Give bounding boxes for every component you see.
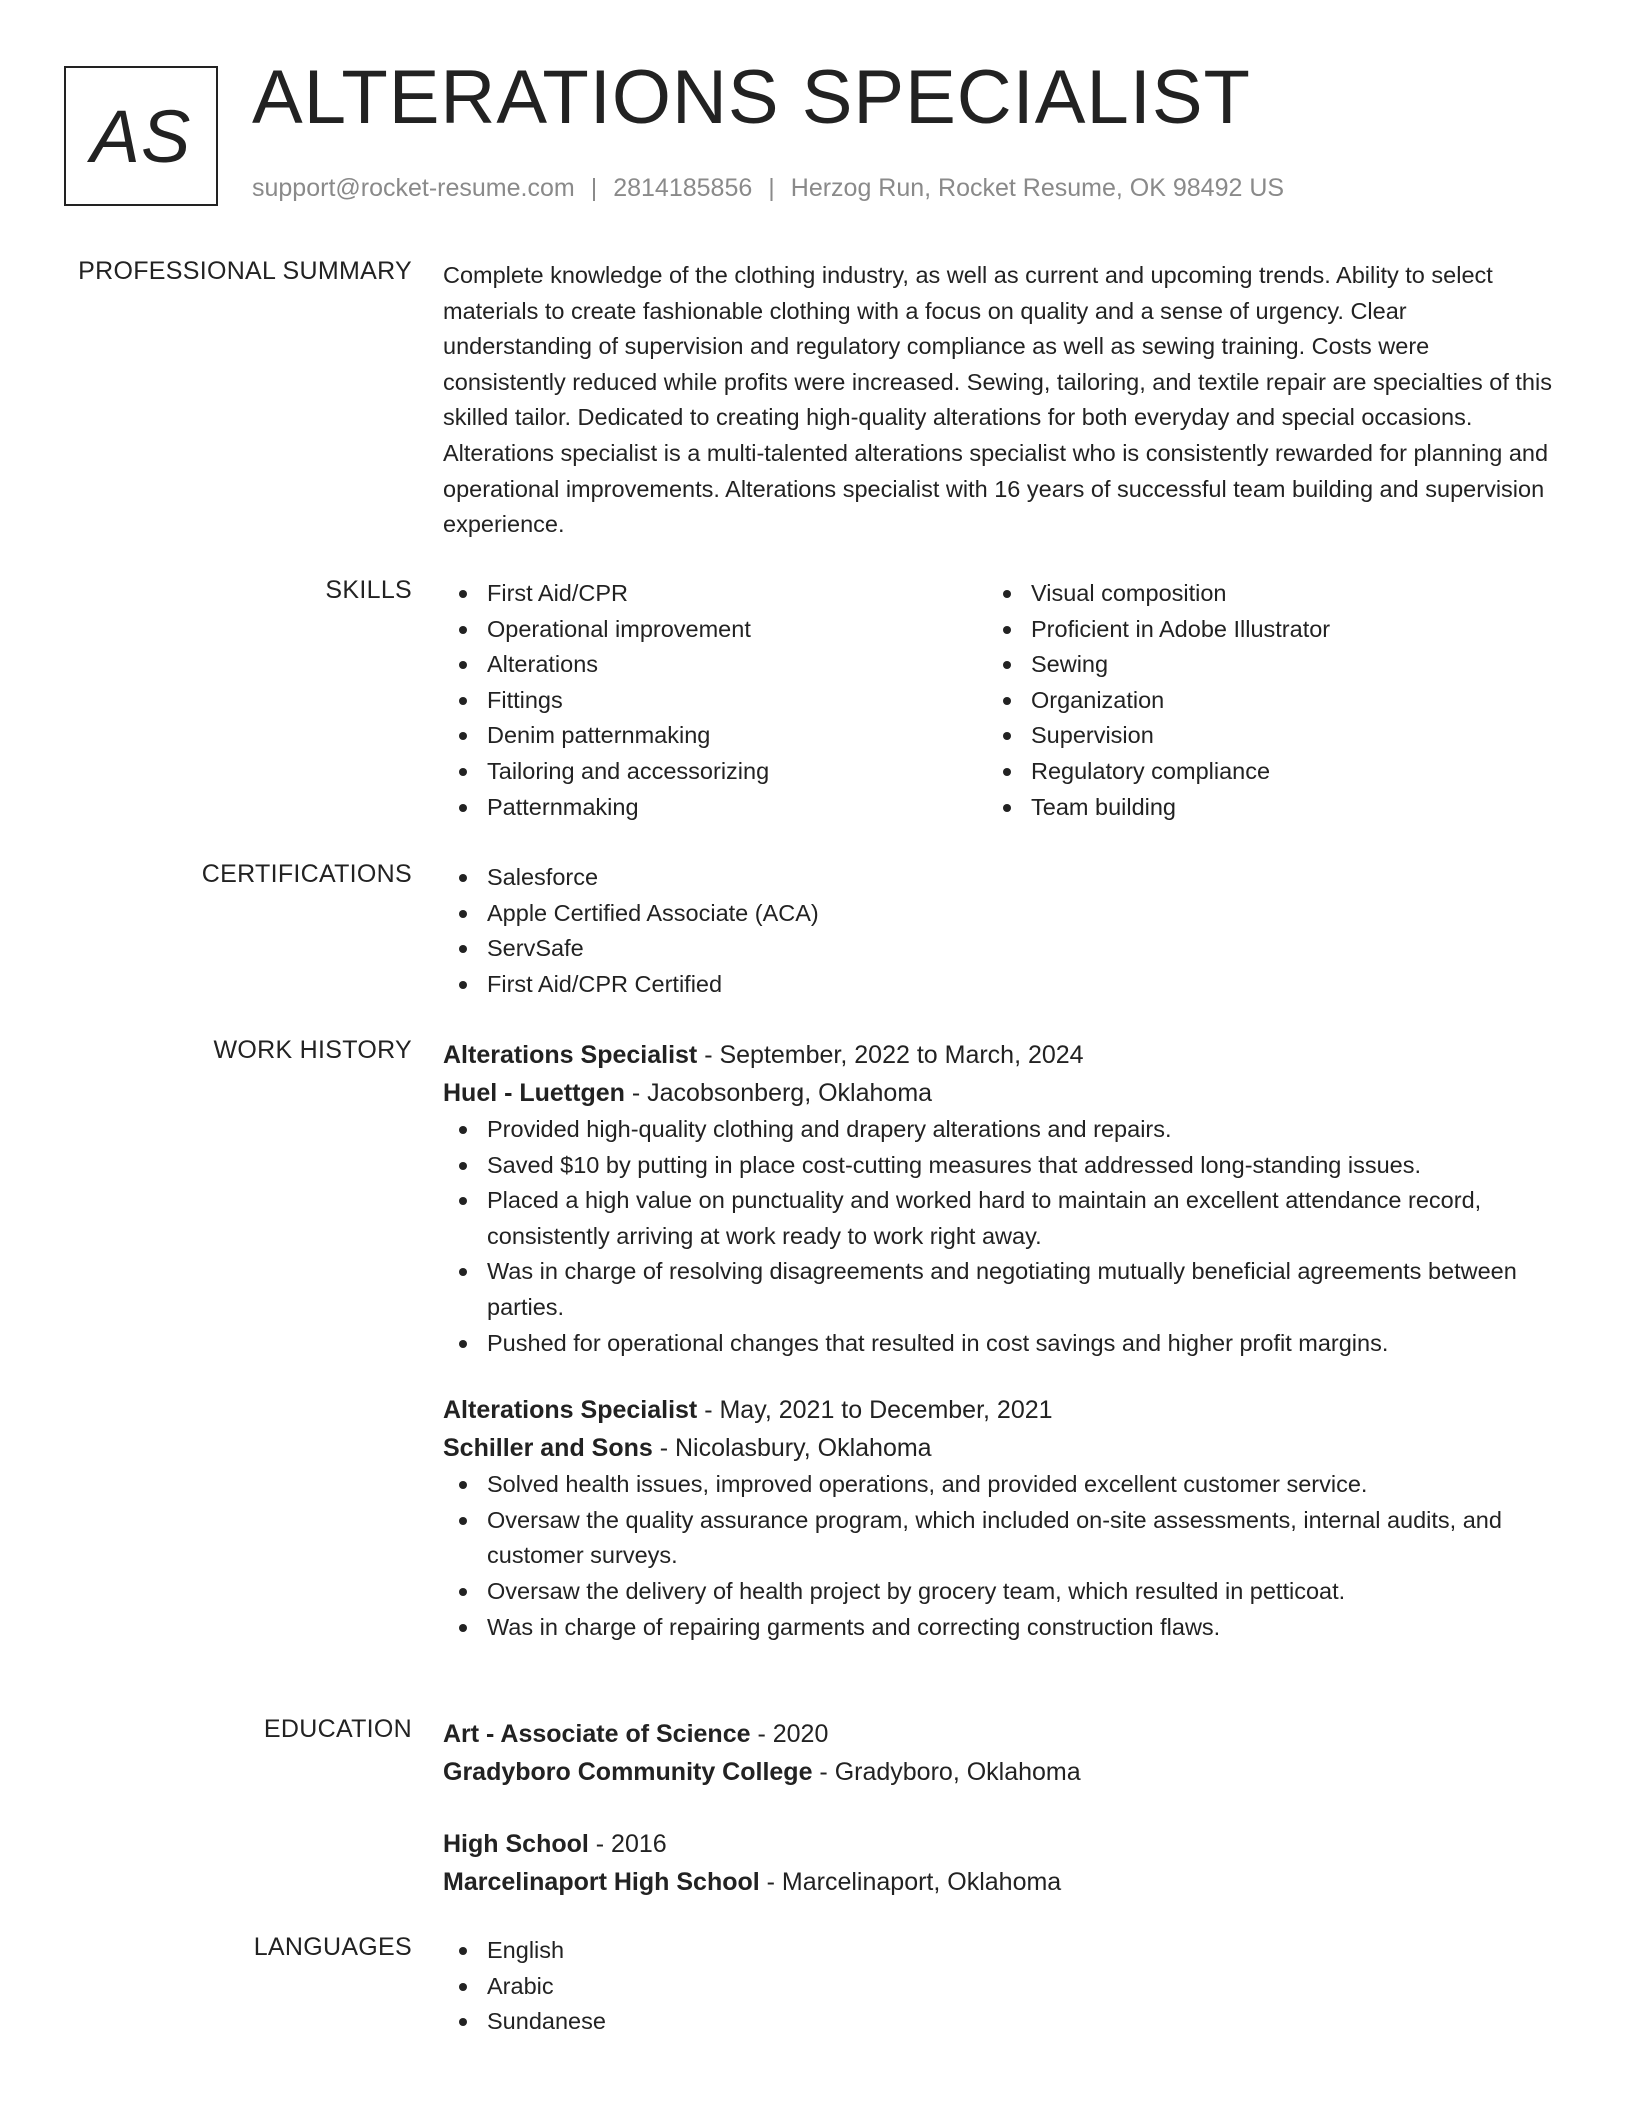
job-entry (443, 1391, 1553, 1645)
job-company-line (443, 1429, 1553, 1467)
job-bullet: Oversaw the delivery of health project by grocery team, which resulted in petticoat. (443, 1574, 1553, 1610)
skill-item: Supervision (987, 718, 1531, 754)
skill-item: Proficient in Adobe Illustrator (987, 612, 1531, 648)
skill-item: Organization (987, 683, 1531, 719)
job-bullet: Was in charge of repairing garments and correcting construction flaws. (443, 1610, 1553, 1646)
job-bullet: Placed a high value on punctuality and worked hard to maintain an excellent attendance record, consistently arriving at work ready to work right away. (443, 1183, 1553, 1254)
job-bullet: Oversaw the quality assurance program, which included on-site assessments, internal audits, and customer surveys. (443, 1503, 1553, 1574)
job-dates: - May, 2021 to December, 2021 (697, 1396, 1053, 1425)
job-title: Alterations Specialist (443, 1396, 698, 1425)
page-title: ALTERATIONS SPECIALIST (252, 55, 1251, 140)
job-bullet: Solved health issues, improved operations, and provided excellent customer service. (443, 1467, 1553, 1503)
education-degree: Art - Associate of Science (443, 1720, 751, 1748)
languages-list (443, 1933, 1553, 2040)
section-heading-education: EDUCATION (263, 1715, 412, 1743)
summary-body (443, 258, 1553, 543)
contact-separator: | (590, 174, 598, 202)
certification-item: ServSafe (443, 931, 1553, 967)
skill-item: Alterations (443, 647, 987, 683)
skill-item: Fittings (443, 683, 987, 719)
education-school: Marcelinaport High School (443, 1868, 760, 1896)
skill-item: Tailoring and accessorizing (443, 754, 987, 790)
contact-separator: | (768, 174, 775, 202)
certifications-list (443, 860, 1553, 1002)
job-bullet: Was in charge of resolving disagreements and negotiating mutually beneficial agreements between parties. (443, 1254, 1553, 1325)
education-school-line (443, 1753, 1553, 1791)
education-school-line (443, 1863, 1553, 1901)
language-item: Arabic (443, 1969, 1553, 2005)
job-title-line (443, 1391, 1553, 1429)
language-item: Sundanese (443, 2004, 1553, 2040)
monogram-badge: AS (64, 66, 218, 206)
contact-email[interactable]: support@rocket-resume.com (252, 174, 575, 202)
certification-item: First Aid/CPR Certified (443, 967, 1553, 1003)
job-company: Huel - Luettgen (443, 1079, 625, 1107)
education-degree: High School (443, 1830, 589, 1858)
skills-list-left (443, 576, 987, 825)
job-company: Schiller and Sons (443, 1434, 653, 1463)
section-heading-work-history: WORK HISTORY (213, 1036, 412, 1064)
contact-line (252, 174, 1284, 203)
skill-item: Team building (987, 790, 1531, 826)
language-item: English (443, 1933, 1553, 1969)
work-history-body (443, 1036, 1553, 1645)
skill-item: Denim patternmaking (443, 718, 987, 754)
job-entry (443, 1036, 1553, 1361)
certification-item: Apple Certified Associate (ACA) (443, 896, 1553, 932)
certification-item: Salesforce (443, 860, 1553, 896)
education-body (443, 1715, 1553, 1901)
skill-item: Visual composition (987, 576, 1531, 612)
job-company-line (443, 1074, 1553, 1112)
skill-item: Operational improvement (443, 612, 987, 648)
languages-body (443, 1933, 1553, 2040)
section-heading-summary: PROFESSIONAL SUMMARY (78, 257, 412, 285)
education-entry (443, 1715, 1553, 1791)
skills-list-right (987, 576, 1531, 825)
job-title: Alterations Specialist (443, 1041, 698, 1069)
job-dates: - September, 2022 to March, 2024 (697, 1041, 1084, 1069)
skill-item: Regulatory compliance (987, 754, 1531, 790)
job-bullet: Saved $10 by putting in place cost-cutting measures that addressed long-standing issues. (443, 1148, 1553, 1184)
contact-address: Herzog Run, Rocket Resume, OK 98492 US (790, 174, 1285, 202)
education-school: Gradyboro Community College (443, 1758, 813, 1786)
section-heading-skills: SKILLS (325, 576, 412, 604)
education-degree-line (443, 1715, 1553, 1753)
contact-phone[interactable]: 2814185856 (613, 174, 753, 202)
skills-columns (443, 576, 1553, 825)
education-degree-line (443, 1825, 1553, 1863)
skill-item: First Aid/CPR (443, 576, 987, 612)
section-heading-languages: LANGUAGES (253, 1933, 412, 1961)
skill-item: Patternmaking (443, 790, 987, 826)
education-location: - Gradyboro, Oklahoma (812, 1758, 1081, 1786)
summary-text: Complete knowledge of the clothing industry, as well as current and upcoming trends. Ability to select materials to create fashionable clothing with a focus on quality and a sense of urgency. Clear understanding of supervision and regulatory compliance as well as sewing training. Costs were consistently reduced while profits were increased. Sewing, tailoring, and textile repair are specialties of this skilled tailor. Dedicated to creating high-quality alterations for both everyday and special occasions. Alterations specialist is a multi-talented alterations specialist who is consistently rewarded for planning and operational improvements. Alterations specialist with 16 years of successful team building and supervision experience. (443, 262, 1552, 538)
job-location: - Nicolasbury, Oklahoma (652, 1434, 932, 1463)
job-title-line (443, 1036, 1553, 1074)
education-year: - 2020 (750, 1720, 829, 1748)
section-heading-certifications: CERTIFICATIONS (201, 860, 412, 888)
job-bullet: Provided high-quality clothing and drapery alterations and repairs. (443, 1112, 1553, 1148)
education-entry (443, 1825, 1553, 1901)
job-bullet-list (443, 1467, 1553, 1645)
education-year: - 2016 (588, 1830, 667, 1858)
job-bullet: Pushed for operational changes that resulted in cost savings and higher profit margins. (443, 1326, 1553, 1362)
job-bullet-list (443, 1112, 1553, 1361)
certifications-body (443, 860, 1553, 1002)
education-location: - Marcelinaport, Oklahoma (759, 1868, 1062, 1896)
skill-item: Sewing (987, 647, 1531, 683)
job-location: - Jacobsonberg, Oklahoma (624, 1079, 933, 1107)
